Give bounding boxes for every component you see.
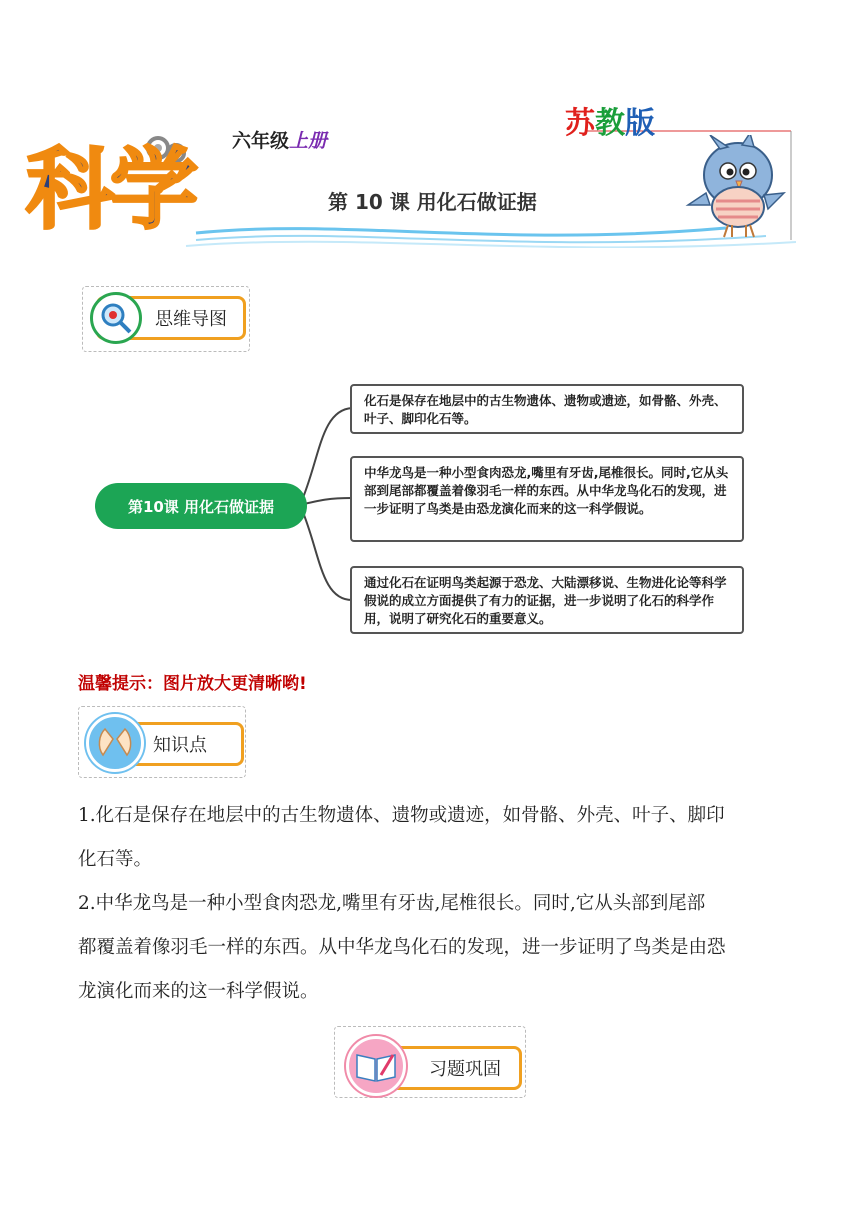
zoom-tip: 温馨提示：图片放大更清晰哟! xyxy=(78,674,307,694)
mindmap-tag-label: 思维导图 xyxy=(155,309,227,330)
exercise-tag-label: 习题巩固 xyxy=(429,1059,501,1080)
mindmap-center-node: 第10课 用化石做证据 xyxy=(95,483,307,529)
edition-label: 苏教版 xyxy=(565,106,655,141)
mindmap-branch-1: 化石是保存在地层中的古生物遗体、遗物或遗迹，如骨骼、外壳、叶子、脚印化石等。 xyxy=(350,384,744,434)
knowledge-point-1: 1.化石是保存在地层中的古生物遗体、遗物或遗迹，如骨骼、外壳、叶子、脚印 化石等。 xyxy=(78,805,725,870)
grade-label: 六年级上册 xyxy=(232,130,328,152)
knowledge-tag-label: 知识点 xyxy=(153,735,207,756)
mindmap-branch-3: 通过化石在证明鸟类起源于恐龙、大陆漂移说、生物进化论等科学假说的成立方面提供了有力的证据，进一步说明了化石的科学作用，说明了研究化石的重要意义。 xyxy=(350,566,744,634)
clapping-hands-icon xyxy=(86,714,144,772)
magnifier-icon xyxy=(90,292,142,344)
science-logo: 科学 xyxy=(26,138,195,241)
knowledge-point-2: 2.中华龙鸟是一种小型食肉恐龙,嘴里有牙齿,尾椎很长。同时,它从头部到尾部 都覆盖着像羽毛一样的东西。从中华龙鸟化石的发现，进一步证明了鸟类是由恐 龙演化而来的这一科学假说。 xyxy=(78,893,726,1002)
lesson-title: 第 10 课 用化石做证据 xyxy=(328,190,537,214)
bird-mascot xyxy=(680,135,792,241)
open-book-pencil-icon xyxy=(346,1036,406,1096)
mindmap-branch-2: 中华龙鸟是一种小型食肉恐龙,嘴里有牙齿,尾椎很长。同时,它从头部到尾部都覆盖着像羽毛一样的东西。从中华龙鸟化石的发现，进一步证明了鸟类是由恐龙演化而来的这一科学假说。 xyxy=(350,456,744,542)
